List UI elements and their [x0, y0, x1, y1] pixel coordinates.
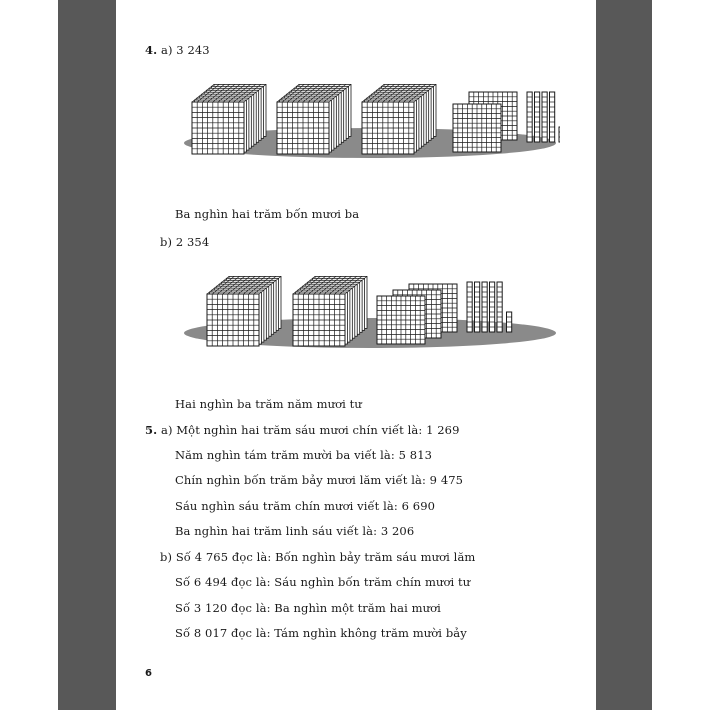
exercise-5a-line-5: Ba nghìn hai trăm linh sáu viết là: 3 206 — [175, 524, 415, 538]
thousand-cube — [192, 84, 266, 154]
part-a-prefix: a) — [160, 43, 173, 57]
thousand-cube — [277, 84, 351, 154]
part-b-prefix: b) — [160, 235, 173, 249]
ten-rod — [497, 282, 502, 332]
cube-front-face — [192, 102, 244, 154]
thousand-cube — [293, 276, 367, 346]
base-ten-blocks-figure-b — [180, 268, 560, 356]
exercise-5b-line-4: Số 8 017 đọc là: Tám nghìn không trăm mười bảy — [175, 626, 467, 640]
exercise-5b-line-2: Số 6 494 đọc là: Sáu nghìn bốn trăm chín mươi tư — [175, 575, 471, 589]
page-number: 6 — [145, 668, 152, 679]
ten-rod — [535, 92, 540, 142]
unit-cubes — [559, 127, 560, 142]
exercise-5b-line-1 — [160, 550, 475, 564]
hundred-flat — [377, 296, 425, 344]
exercise-5a-line-3: Chín nghìn bốn trăm bảy mươi lăm viết là: 9 475 — [175, 473, 464, 487]
part-b-prefix: b) — [160, 550, 173, 564]
ten-rod — [542, 92, 547, 142]
ten-rod — [482, 282, 487, 332]
base-ten-blocks-figure-a — [180, 78, 560, 166]
exercise-4a-number: 3 243 — [176, 43, 210, 57]
left-margin-bar — [58, 0, 116, 710]
exercise-4b-reading: Hai nghìn ba trăm năm mươi tư — [175, 397, 362, 411]
cube-front-face — [362, 102, 414, 154]
part-a-prefix: a) — [160, 423, 173, 437]
unit-cubes — [507, 312, 512, 332]
ten-rod — [475, 282, 480, 332]
hundred-flat — [453, 104, 501, 152]
exercise-4a-heading — [145, 43, 210, 57]
thousand-cube — [362, 84, 436, 154]
cube-front-face — [293, 294, 345, 346]
ten-rod — [527, 92, 532, 142]
thousand-cube — [207, 276, 281, 346]
exercise-5b-line-3: Số 3 120 đọc là: Ba nghìn một trăm hai mươi — [175, 601, 441, 615]
exercise-4b-number: 2 354 — [175, 235, 210, 249]
ten-rod — [490, 282, 495, 332]
exercise-5a-line-2: Năm nghìn tám trăm mười ba viết là: 5 813 — [175, 448, 433, 462]
exercise-5a-line-4: Sáu nghìn sáu trăm chín mươi viết là: 6 690 — [175, 499, 436, 513]
exercise-5a-line-1 — [145, 423, 460, 437]
exercise-5a-text: Một nghìn hai trăm sáu mươi chín viết là: 1 269 — [176, 423, 460, 437]
cube-front-face — [277, 102, 329, 154]
ten-rod — [467, 282, 472, 332]
exercise-5b-text: Số 4 765 đọc là: Bốn nghìn bảy trăm sáu mươi lăm — [175, 550, 476, 564]
ten-rod — [550, 92, 555, 142]
exercise-5-label: 5. — [145, 423, 158, 437]
exercise-4-label: 4. — [145, 43, 158, 57]
exercise-4a-reading: Ba nghìn hai trăm bốn mươi ba — [175, 207, 360, 221]
right-margin-bar — [596, 0, 652, 710]
cube-front-face — [207, 294, 259, 346]
exercise-4b-heading — [160, 235, 209, 249]
